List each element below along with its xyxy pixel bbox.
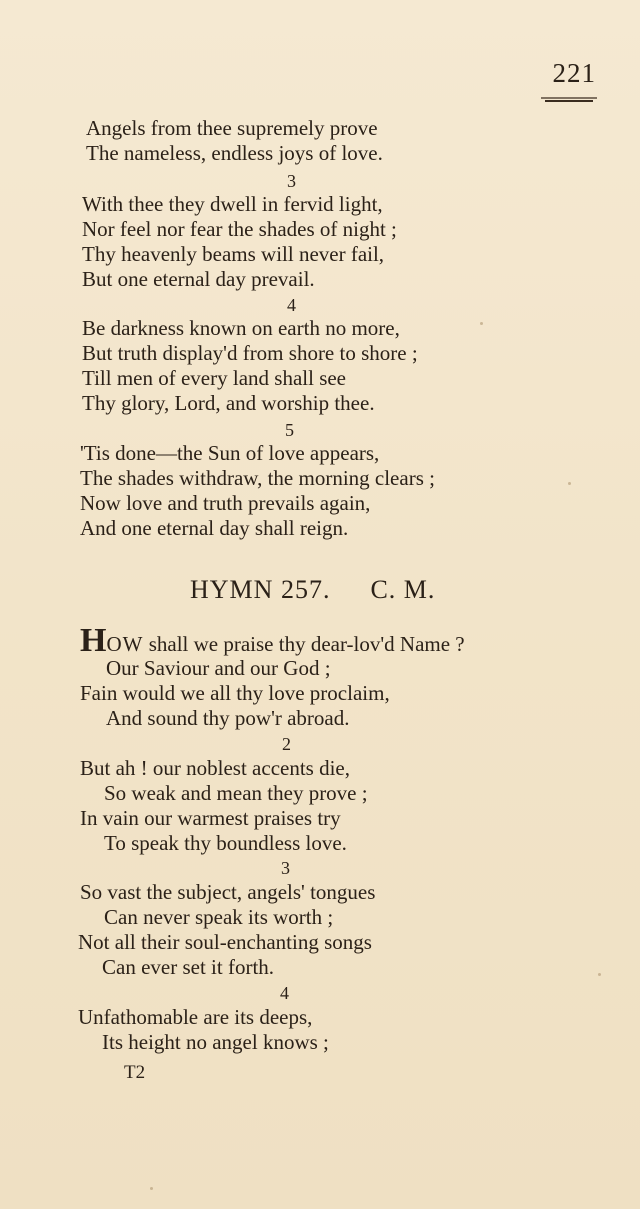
verse-number: 2 [282, 734, 291, 754]
hymn-line: But truth display'd from shore to shore ; [82, 341, 418, 365]
hymn-line: Fain would we all thy love proclaim, [80, 681, 390, 705]
first-line-text: shall we praise thy dear-lov'd Name ? [143, 632, 465, 656]
hymn-line: Not all their soul-enchanting songs [78, 930, 372, 954]
hymn-line: So vast the subject, angels' tongues [80, 880, 376, 904]
hymn-line: Thy heavenly beams will never fail, [82, 242, 385, 266]
hymn-line: The shades withdraw, the morning clears ; [80, 466, 435, 490]
hymn-line: Be darkness known on earth no more, [82, 316, 400, 340]
hymn-line: Its height no angel knows ; [102, 1030, 329, 1054]
hymn-line: Can ever set it forth. [102, 955, 275, 979]
hymn-title [190, 575, 435, 605]
signature-mark: T2 [124, 1062, 146, 1083]
hymn-first-line [80, 622, 465, 659]
hymn-line: Can never speak its worth ; [104, 905, 334, 929]
paper-speck [598, 973, 601, 976]
paper-speck [150, 1187, 153, 1190]
paper-speck [480, 322, 483, 325]
hymn-line: And one eternal day shall reign. [80, 516, 349, 540]
verse-number: 4 [280, 983, 289, 1003]
verse-number: 4 [287, 295, 296, 315]
hymn-line: Unfathomable are its deeps, [78, 1005, 313, 1029]
hymn-number: HYMN 257. [190, 575, 331, 604]
hymn-line: Our Saviour and our God ; [106, 656, 331, 680]
hymn-line: So weak and mean they prove ; [104, 781, 368, 805]
hymn-line: In vain our warmest praises try [80, 806, 341, 830]
hymn-line: The nameless, endless joys of love. [86, 141, 383, 165]
ornamental-rule [541, 96, 597, 103]
hymn-line: Now love and truth prevails again, [80, 491, 371, 515]
small-caps: OW [106, 632, 144, 656]
hymn-line: To speak thy boundless love. [104, 831, 347, 855]
hymn-line: But one eternal day prevail. [82, 267, 315, 291]
hymn-meter: C. M. [370, 575, 436, 604]
hymn-line: Nor feel nor fear the shades of night ; [82, 217, 397, 241]
hymn-line: And sound thy pow'r abroad. [106, 706, 350, 730]
hymn-line: Till men of every land shall see [82, 366, 347, 390]
hymn-line: With thee they dwell in fervid light, [82, 192, 383, 216]
drop-cap: H [80, 622, 107, 659]
hymn-line: Thy glory, Lord, and worship thee. [82, 391, 375, 415]
hymn-line: But ah ! our noblest accents die, [80, 756, 351, 780]
page-number: 221 [552, 58, 596, 88]
verse-number: 3 [281, 858, 290, 878]
hymn-line: Angels from thee supremely prove [86, 116, 378, 140]
hymn-line: 'Tis done—the Sun of love appears, [80, 441, 380, 465]
verse-number: 3 [287, 171, 296, 191]
verse-number: 5 [285, 420, 294, 440]
paper-speck [568, 482, 571, 485]
